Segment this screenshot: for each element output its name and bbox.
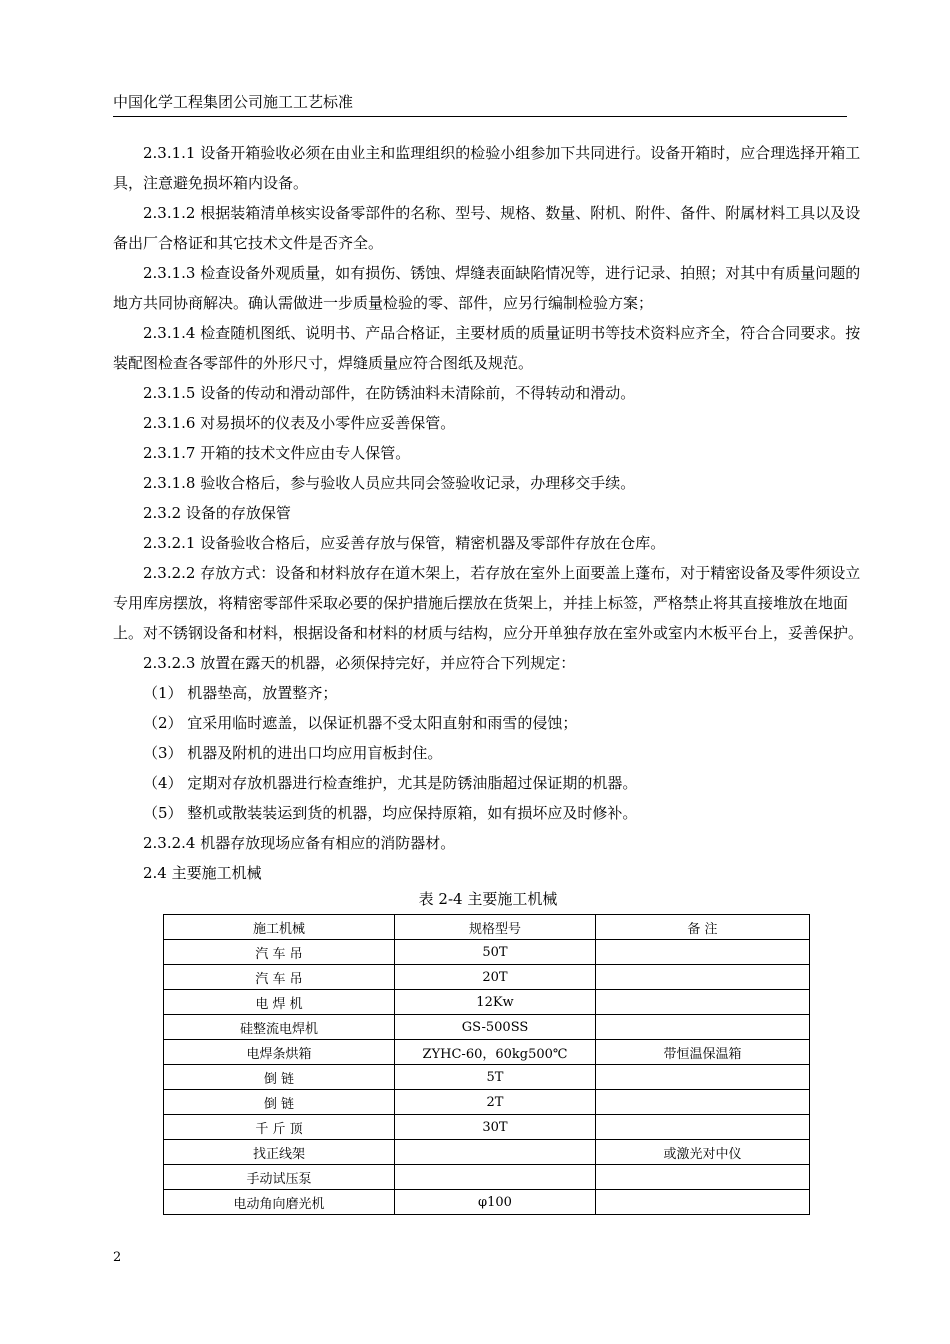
page-number: 2: [113, 1250, 122, 1265]
table-cell: 汽 车 吊: [164, 965, 395, 990]
paragraph: 2.3.2.4 机器存放现场应备有相应的消防器材。: [143, 834, 456, 852]
paragraph: 2.3.1.3 检查设备外观质量，如有损伤、锈蚀、焊缝表面缺陷情况等，进行记录、拍照；对其中有质量问题的地方共同协商解决。确认需做进一步质量检验的零、部件，应另行编制检验方案；: [113, 264, 861, 312]
table-cell: [596, 1090, 810, 1115]
table-cell: φ100: [395, 1190, 596, 1215]
table-cell: 汽 车 吊: [164, 940, 395, 965]
header-cell: 规格型号: [395, 915, 596, 940]
table-cell: 找正线架: [164, 1140, 395, 1165]
table-cell: [596, 940, 810, 965]
table-cell: [395, 1140, 596, 1165]
table-cell: [596, 965, 810, 990]
table-row: [164, 1115, 810, 1140]
table-row: [164, 1140, 810, 1165]
table-row: [164, 1090, 810, 1115]
table-row: [164, 940, 810, 965]
paragraph: 2.3.1.5 设备的传动和滑动部件，在防锈油料未清除前，不得转动和滑动。: [143, 384, 636, 402]
table-cell: 5T: [395, 1065, 596, 1090]
paragraph: 2.3.1.6 对易损坏的仪表及小零件应妥善保管。: [143, 414, 456, 432]
table-caption: 表 2-4 主要施工机械: [418, 890, 558, 908]
table-cell: [596, 1015, 810, 1040]
table-cell: 30T: [395, 1115, 596, 1140]
table-cell: 倒 链: [164, 1065, 395, 1090]
table-row: [164, 1015, 810, 1040]
table-cell: 2T: [395, 1090, 596, 1115]
page-header: [113, 92, 847, 117]
header-cell: 备 注: [596, 915, 810, 940]
header-title: 中国化学工程集团公司施工工艺标准: [113, 93, 354, 111]
paragraph: 2.3.1.8 验收合格后，参与验收人员应共同会签验收记录，办理移交手续。: [143, 474, 636, 492]
table-cell: 20T: [395, 965, 596, 990]
table-cell: 电 焊 机: [164, 990, 395, 1015]
table-cell: [596, 1065, 810, 1090]
table-cell: 手动试压泵: [164, 1165, 395, 1190]
body-text: [113, 138, 863, 888]
paragraph: 2.3.1.7 开箱的技术文件应由专人保管。: [143, 444, 411, 462]
table-cell: ZYHC-60，60kg500℃: [395, 1040, 596, 1065]
table-row: [164, 990, 810, 1015]
table-cell: 倒 链: [164, 1090, 395, 1115]
header-cell: 施工机械: [164, 915, 395, 940]
table-row: [164, 1190, 810, 1215]
table-cell: [596, 1165, 810, 1190]
table-cell: 带恒温保温箱: [596, 1040, 810, 1065]
machinery-table: [163, 914, 810, 1215]
table-cell: [596, 1190, 810, 1215]
table-cell: 电焊条烘箱: [164, 1040, 395, 1065]
table-row: [164, 1040, 810, 1065]
table-row: [164, 965, 810, 990]
table-header-row: [164, 915, 810, 940]
table-cell: 电动角向磨光机: [164, 1190, 395, 1215]
table-cell: 或激光对中仪: [596, 1140, 810, 1165]
list-item: （5） 整机或散装装运到货的机器，均应保持原箱，如有损坏应及时修补。: [143, 804, 638, 822]
table-row: [164, 1165, 810, 1190]
list-item: （3） 机器及附机的进出口均应用盲板封住。: [143, 744, 443, 762]
paragraph: 2.3.1.4 检查随机图纸、说明书、产品合格证，主要材质的质量证明书等技术资料应齐全，符合合同要求。按装配图检查各零部件的外形尺寸，焊缝质量应符合图纸及规范。: [113, 324, 861, 372]
table-cell: [596, 990, 810, 1015]
table-cell: [596, 1115, 810, 1140]
paragraph: 2.3.2.2 存放方式：设备和材料放存在道木架上，若存放在室外上面要盖上蓬布，对于精密设备及零件须设立专用库房摆放，将精密零部件采取必要的保护措施后摆放在货架上，并挂上标签，严格禁止将其直接堆放在地面上。对不锈钢设备和材料，根据设备和材料的材质与结构，应分开单独存放在室外或室内木板平台上，妥善保护。: [113, 564, 864, 642]
table-cell: 12Kw: [395, 990, 596, 1015]
list-item: （2） 宜采用临时遮盖，以保证机器不受太阳直射和雨雪的侵蚀；: [143, 714, 578, 732]
paragraph: 2.3.1.2 根据装箱清单核实设备零部件的名称、型号、规格、数量、附机、附件、备件、附属材料工具以及设备出厂合格证和其它技术文件是否齐全。: [113, 204, 861, 252]
table-cell: 硅整流电焊机: [164, 1015, 395, 1040]
paragraph: 2.3.1.1 设备开箱验收必须在由业主和监理组织的检验小组参加下共同进行。设备开箱时，应合理选择开箱工具，注意避免损坏箱内设备。: [113, 144, 861, 192]
table-cell: [395, 1165, 596, 1190]
table-cell: GS-500SS: [395, 1015, 596, 1040]
list-item: （4） 定期对存放机器进行检查维护，尤其是防锈油脂超过保证期的机器。: [143, 774, 638, 792]
table-row: [164, 1065, 810, 1090]
paragraph: 2.3.2.3 放置在露天的机器，必须保持完好，并应符合下列规定：: [143, 654, 576, 672]
table-cell: 50T: [395, 940, 596, 965]
table-cell: 千 斤 顶: [164, 1115, 395, 1140]
list-item: （1） 机器垫高，放置整齐；: [143, 684, 338, 702]
section-heading: 2.3.2 设备的存放保管: [143, 504, 291, 522]
section-heading: 2.4 主要施工机械: [143, 864, 262, 882]
paragraph: 2.3.2.1 设备验收合格后，应妥善存放与保管，精密机器及零部件存放在仓库。: [143, 534, 666, 552]
